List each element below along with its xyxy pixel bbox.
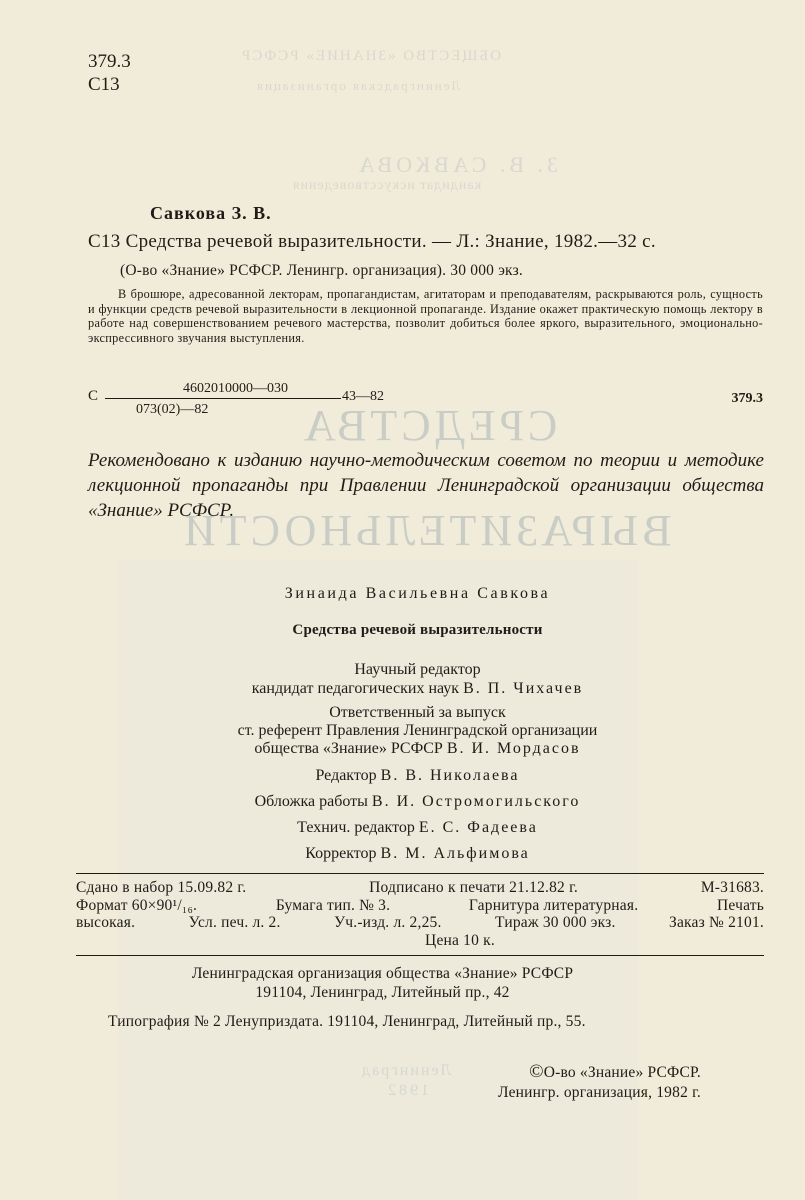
copyright-block bbox=[498, 1062, 701, 1103]
reverse-title-bleed: СРЕДСТВА bbox=[300, 401, 558, 450]
corrector-label: Корректор bbox=[305, 845, 377, 862]
cover-artist-name: В. И. Остромогильского bbox=[371, 793, 581, 810]
publisher-address: 191104, Ленинград, Литейный пр., 42 bbox=[255, 984, 510, 1001]
imprint-typeface: Гарнитура литературная. bbox=[468, 896, 639, 914]
author-full-name: Зинаида Васильевна Савкова bbox=[284, 585, 551, 602]
tech-editor-label: Технич. редактор bbox=[297, 819, 415, 836]
catalog-denominator: 073(02)—82 bbox=[136, 402, 209, 417]
copyright-line bbox=[498, 1062, 701, 1083]
sci-editor-title: кандидат педагогических наук bbox=[251, 680, 460, 697]
imprint-edition-sheets: Уч.-изд. л. 2,25. bbox=[334, 914, 442, 931]
catalog-tail: 43—82 bbox=[342, 389, 384, 404]
imprint-paper: Бумага тип. № 3. bbox=[275, 896, 391, 914]
catalog-fraction bbox=[105, 381, 340, 397]
reverse-text-bleed: З. В. САВКОВА bbox=[355, 152, 559, 177]
imprint-details bbox=[76, 879, 764, 949]
catalog-index-code: 379.3 bbox=[731, 391, 763, 406]
imprint-print-run: Тираж 30 000 экз. bbox=[495, 914, 616, 931]
sci-editor-label: Научный редактор bbox=[354, 661, 481, 678]
recommendation-text: Рекомендовано к изданию научно-методическим советом по теории и методике лекционной пропаганды при Правлении Ленинградской организации общества «Знание» РСФСР. bbox=[88, 450, 764, 521]
imprint-row bbox=[76, 914, 764, 932]
catalog-code bbox=[88, 378, 763, 424]
imprint-signed-date: Подписано к печати 21.12.82 г. bbox=[369, 879, 578, 896]
book-title: Средства речевой выразительности bbox=[292, 622, 543, 638]
reverse-title-bleed: ВЫРАЗИТЕЛЬНОСТИ bbox=[180, 506, 672, 555]
responsible-name: В. И. Мордасов bbox=[446, 740, 581, 757]
sci-editor-line bbox=[0, 680, 805, 698]
copyright-org: Ленингр. организация, 1982 г. bbox=[498, 1084, 701, 1101]
copyright-icon: © bbox=[529, 1061, 544, 1082]
responsible-line bbox=[0, 740, 805, 758]
corrector-line bbox=[0, 845, 805, 863]
tech-editor-line bbox=[0, 819, 805, 837]
imprint-sheets: Усл. печ. л. 2. bbox=[188, 914, 281, 931]
reverse-text-bleed: Ленинград bbox=[360, 1062, 452, 1079]
fraction-line bbox=[105, 398, 341, 399]
imprint-price: Цена 10 к. bbox=[425, 931, 495, 949]
imprint-print-type: высокая. bbox=[76, 914, 136, 931]
editor-name: В. В. Николаева bbox=[380, 767, 520, 784]
imprint-row bbox=[76, 897, 764, 915]
editor-line bbox=[0, 767, 805, 785]
cover-label: Обложка работы bbox=[254, 793, 368, 810]
cover-line bbox=[0, 793, 805, 811]
abstract bbox=[88, 287, 763, 345]
editor-label: Редактор bbox=[315, 767, 377, 784]
imprint-bottom-rule bbox=[76, 955, 764, 956]
tech-editor-name: Е. С. Фадеева bbox=[418, 819, 538, 836]
printer-line: Типография № 2 Ленуприздата. 191104, Ленинград, Литейный пр., 55. bbox=[108, 1013, 586, 1030]
responsible-label: Ответственный за выпуск bbox=[329, 704, 506, 721]
responsible-position: ст. референт Правления Ленинградской организации bbox=[237, 722, 598, 739]
imprint-top-rule bbox=[76, 873, 764, 874]
imprint-row bbox=[76, 879, 764, 897]
sci-editor-name: В. П. Чихачев bbox=[463, 680, 584, 697]
responsible-org: общества «Знание» РСФСР bbox=[254, 740, 443, 757]
bib-author: Савкова З. В. bbox=[150, 203, 272, 223]
reverse-text-bleed: 1982 bbox=[385, 1082, 429, 1099]
bib-series-line: (О-во «Знание» РСФСР. Ленингр. организация). 30 000 экз. bbox=[120, 262, 523, 279]
imprint-order: Заказ № 2101. bbox=[669, 914, 764, 931]
catalog-letter: С bbox=[88, 388, 99, 404]
catalog-numerator: 4602010000—030 bbox=[183, 381, 288, 396]
imprint-license: М-31683. bbox=[700, 879, 764, 896]
copyright-holder: О-во «Знание» РСФСР. bbox=[543, 1064, 701, 1081]
abstract-text: В брошюре, адресованной лекторам, пропагандистам, агитаторам и преподавателям, раскрываются роль, сущность и функции средств речевой выразительности в лекционной пропаганде. Издание окажет практическую помощь лектору в работе над совершенствованием речевого мастерства, позволит добиться более яркого, выразительного, эмоционально-экспрессивного звучания выступления. bbox=[88, 287, 763, 345]
reverse-text-bleed: ОБЩЕСТВО «ЗНАНИЕ» РСФСР bbox=[240, 48, 501, 64]
library-index-code: 379.3 bbox=[88, 51, 131, 72]
imprint-print-label: Печать bbox=[716, 896, 764, 914]
reverse-text-bleed: Ленинградская организация bbox=[255, 78, 461, 93]
imprint-format: Формат 60×90¹/₁₆. bbox=[76, 896, 198, 914]
publisher-org-name: Ленинградская организация общества «Знание» РСФСР bbox=[191, 965, 574, 982]
reverse-text-bleed: кандидат искусствоведения bbox=[292, 178, 482, 193]
author-mark: С13 bbox=[88, 74, 120, 95]
imprint-typeset-date: Сдано в набор 15.09.82 г. bbox=[76, 879, 247, 896]
bib-title-line: С13 Средства речевой выразительности. — Л.: Знание, 1982.—32 с. bbox=[88, 231, 656, 252]
corrector-name: В. М. Альфимова bbox=[380, 845, 530, 862]
